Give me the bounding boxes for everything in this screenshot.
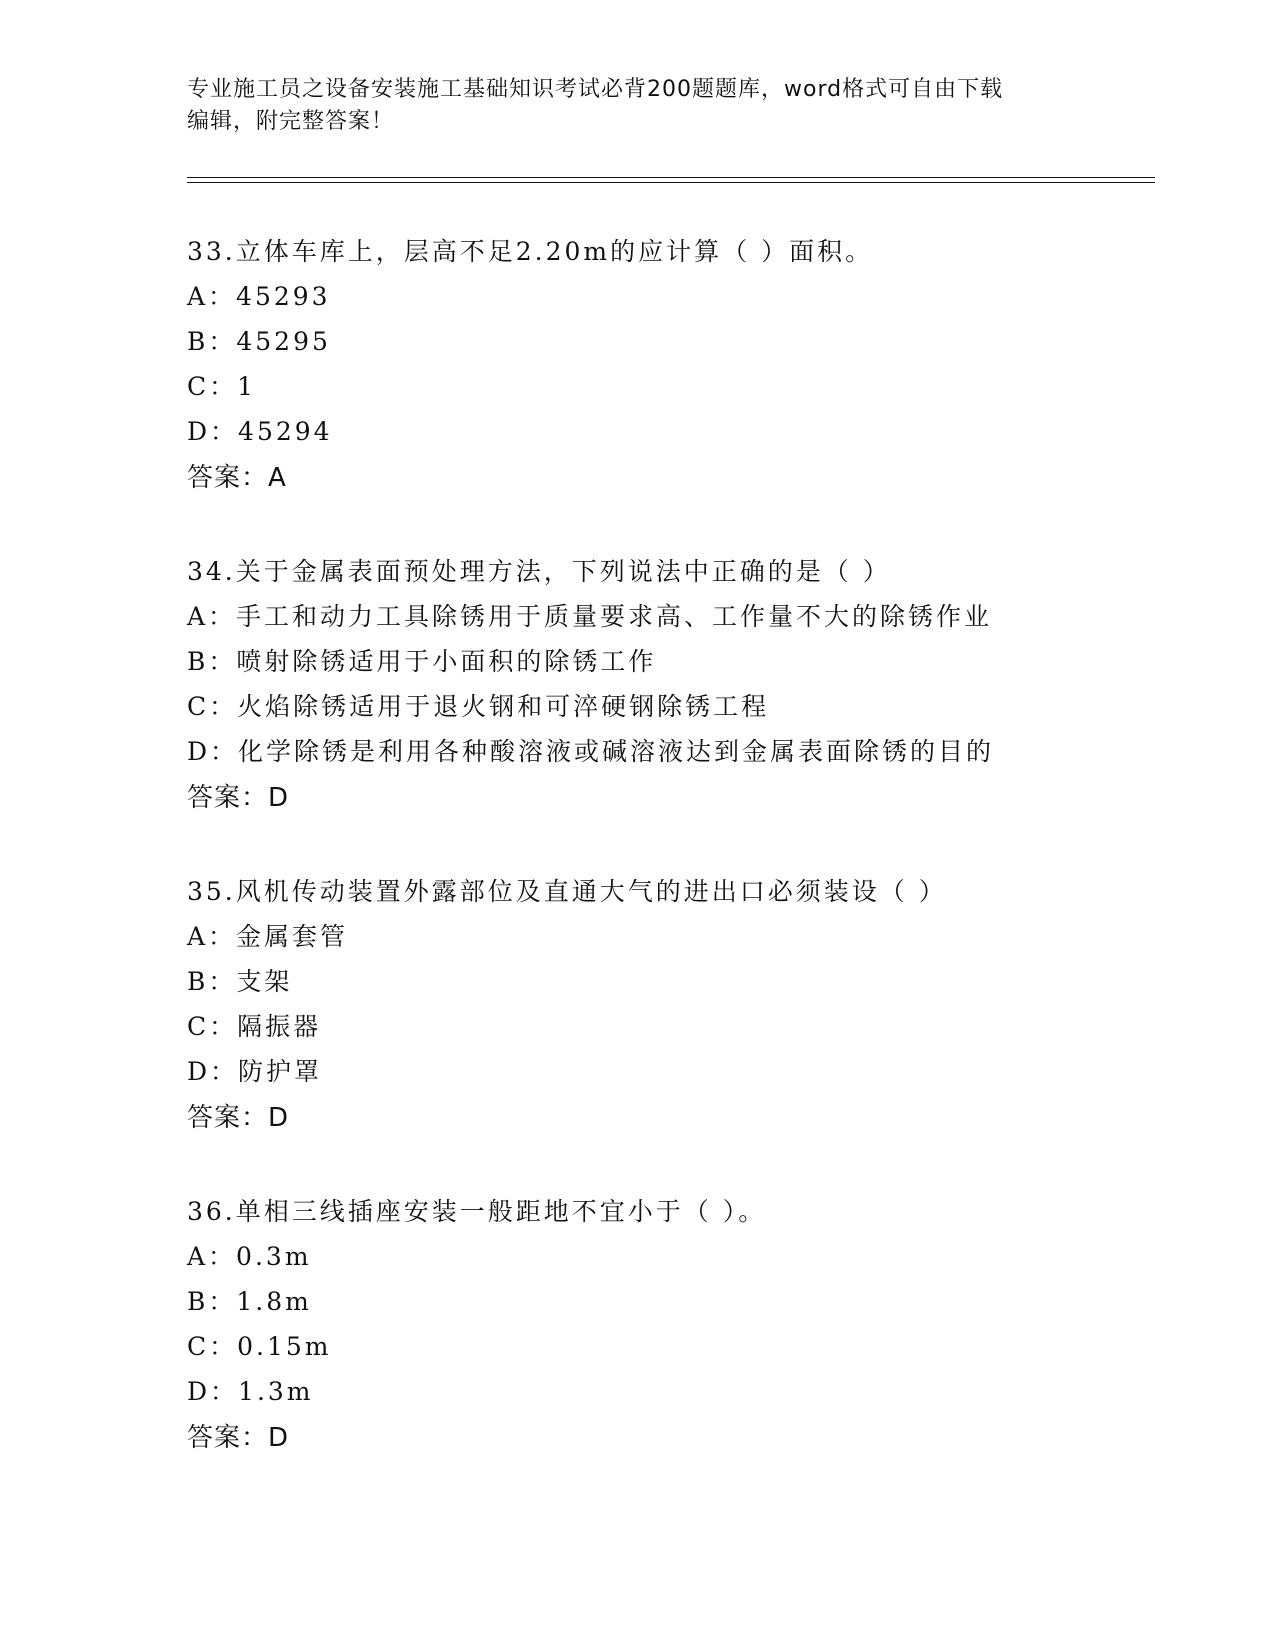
answer: 答案：D bbox=[187, 783, 290, 813]
header-line-2: 编辑，附完整答案！ bbox=[187, 109, 395, 134]
option-d: D：化学除锈是利用各种酸溶液或碱溶液达到金属表面除锈的目的 bbox=[187, 737, 995, 766]
option-b: B：喷射除锈适用于小面积的除锈工作 bbox=[187, 647, 657, 676]
header-divider-top bbox=[187, 177, 1155, 178]
document-header bbox=[187, 74, 1087, 138]
option-d: D：1.3m bbox=[187, 1377, 314, 1406]
answer: 答案：D bbox=[187, 1103, 290, 1133]
option-d: D：防护罩 bbox=[187, 1057, 323, 1086]
option-a: A：手工和动力工具除锈用于质量要求高、工作量不大的除锈作业 bbox=[187, 602, 993, 631]
option-a: A：0.3m bbox=[187, 1242, 312, 1271]
question-stem: 33.立体车库上，层高不足2.20m的应计算（ ）面积。 bbox=[187, 237, 874, 266]
answer: 答案：A bbox=[187, 463, 287, 493]
option-a: A：金属套管 bbox=[187, 922, 349, 951]
option-b: B：45295 bbox=[187, 327, 331, 356]
option-b: B：1.8m bbox=[187, 1287, 312, 1316]
header-line-1: 专业施工员之设备安装施工基础知识考试必背200题题库，word格式可自由下载 bbox=[187, 77, 1004, 102]
option-b: B：支架 bbox=[187, 967, 293, 996]
question-stem: 35.风机传动装置外露部位及直通大气的进出口必须装设（ ） bbox=[187, 877, 947, 906]
header-divider-bottom bbox=[187, 182, 1155, 183]
option-c: C：0.15m bbox=[187, 1332, 332, 1361]
option-a: A：45293 bbox=[187, 282, 331, 311]
option-c: C：隔振器 bbox=[187, 1012, 322, 1041]
question-stem: 34.关于金属表面预处理方法，下列说法中正确的是（ ） bbox=[187, 557, 891, 586]
option-d: D：45294 bbox=[187, 417, 333, 446]
option-c: C：1 bbox=[187, 372, 257, 401]
option-c: C：火焰除锈适用于退火钢和可淬硬钢除锈工程 bbox=[187, 692, 770, 721]
answer: 答案：D bbox=[187, 1423, 290, 1453]
question-stem: 36.单相三线插座安装一般距地不宜小于（ ）。 bbox=[187, 1197, 767, 1226]
